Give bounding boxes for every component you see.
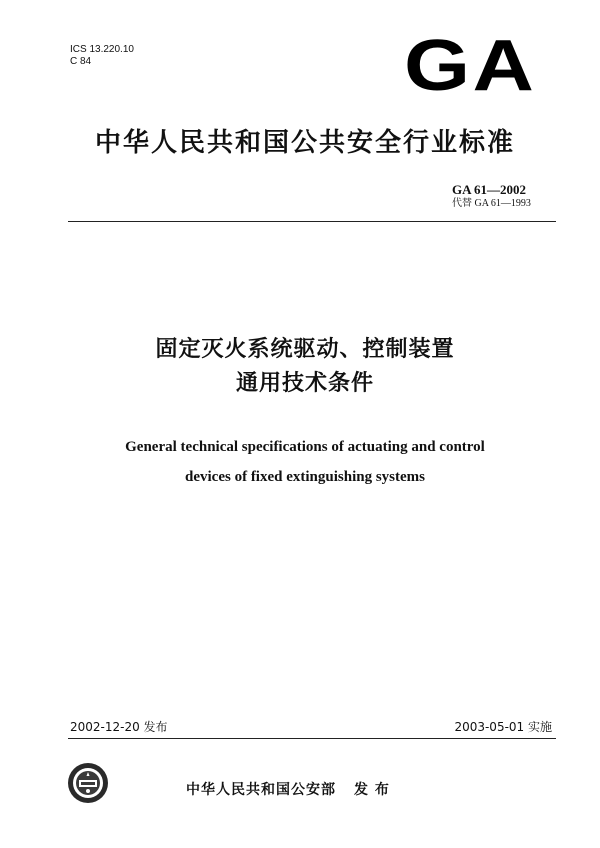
national-emblem-icon bbox=[66, 761, 110, 805]
publisher-action: 发 布 bbox=[354, 782, 390, 798]
classification-codes bbox=[70, 44, 134, 68]
issuing-organization-title: 中华人民共和国公共安全行业标准 bbox=[94, 128, 515, 158]
standard-number: GA 61—2002 bbox=[452, 182, 527, 197]
issue-date: 2002-12-20 发布 bbox=[70, 720, 168, 734]
publisher-line bbox=[186, 779, 390, 799]
english-title-line-1: General technical specifications of actuating and control bbox=[125, 439, 485, 455]
chinese-title-line-1: 固定灭火系统驱动、控制装置 bbox=[155, 337, 455, 362]
ccs-code: C 84 bbox=[70, 56, 92, 67]
implementation-date: 2003-05-01 实施 bbox=[454, 720, 552, 734]
footer-divider bbox=[68, 738, 556, 739]
publisher-name: 中华人民共和国公安部 bbox=[186, 782, 336, 798]
chinese-title-line-2: 通用技术条件 bbox=[235, 371, 374, 396]
standard-number-block bbox=[452, 182, 531, 210]
ga-logo: GA bbox=[404, 26, 537, 106]
english-title-line-2: devices of fixed extinguishing systems bbox=[185, 469, 425, 485]
ics-code: ICS 13.220.10 bbox=[70, 44, 134, 55]
chinese-title bbox=[60, 333, 550, 401]
english-title bbox=[60, 432, 550, 492]
header-divider bbox=[68, 221, 556, 222]
replaces-standard: 代替 GA 61—1993 bbox=[452, 198, 531, 209]
